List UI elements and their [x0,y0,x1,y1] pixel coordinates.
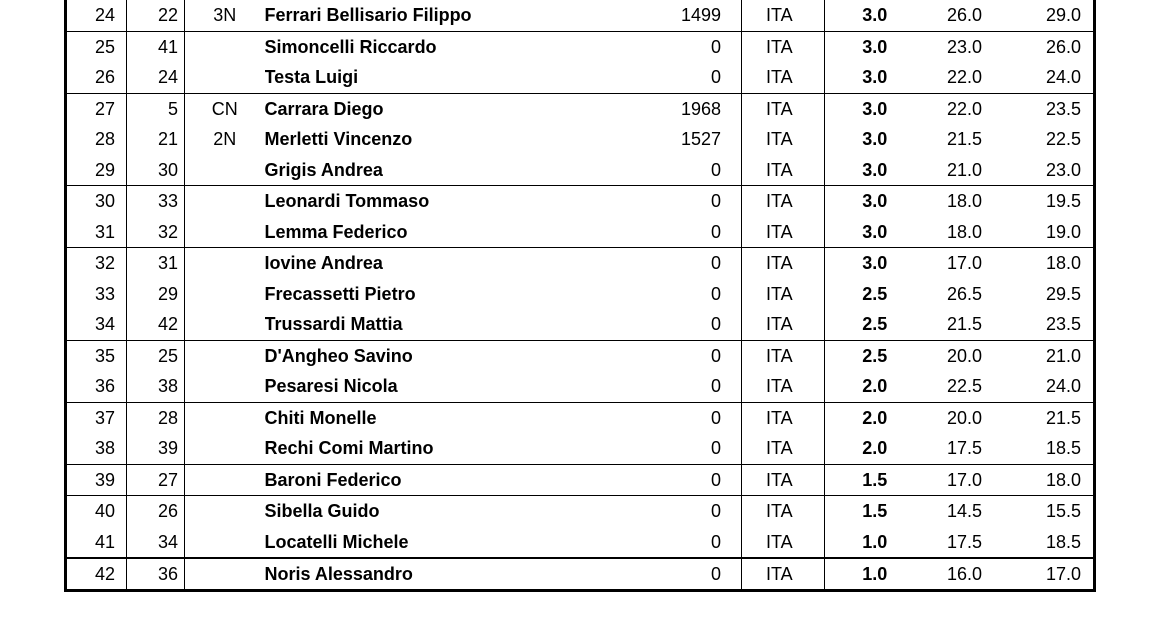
title-cell [185,186,265,217]
tiebreak-2-cell: 24.0 [1005,62,1095,93]
tiebreak-1-cell: 14.5 [946,501,983,522]
table-row [66,217,1095,248]
tiebreak-2-cell: 21.5 [1045,407,1081,428]
points-cell: 3.0 [862,36,888,57]
player-name-cell: Rechi Comi Martino [265,433,660,464]
rank-cell: 42 [66,558,127,591]
tiebreak-2-cell: 15.5 [1045,501,1081,522]
table-row [66,279,1095,310]
table-row [66,371,1095,402]
tiebreak-1-cell: 18.0 [925,217,1005,248]
tiebreak-1-cell: 22.0 [946,98,983,119]
tiebreak-1-cell: 26.5 [946,283,983,304]
player-name-cell: Iovine Andrea [264,253,383,274]
player-name-cell: Pesaresi Nicola [265,371,660,402]
federation-cell: ITA [742,248,825,279]
points-cell: 3.0 [825,155,925,186]
player-name-cell: Sibella Guido [264,501,380,522]
points-cell: 2.0 [862,407,888,428]
title-cell [185,371,265,402]
starting-number-cell: 26 [127,496,185,527]
points-cell: 3.0 [862,98,888,119]
tiebreak-2-cell: 18.0 [1045,253,1081,274]
title-cell [185,31,265,62]
starting-number-cell: 41 [127,31,185,62]
tiebreak-1-cell: 17.0 [946,253,983,274]
title-cell [185,496,265,527]
points-cell: 1.5 [825,464,925,496]
title-cell [185,433,265,464]
points-cell: 2.0 [825,371,925,402]
starting-number-cell: 30 [127,155,185,186]
table-row [66,558,1095,591]
rating-cell: 0 [660,496,742,527]
player-name-cell: Testa Luigi [265,62,660,93]
rank-cell: 31 [66,217,127,248]
rating-cell: 0 [660,558,742,591]
points-cell: 2.5 [862,283,888,304]
rank-cell: 27 [66,93,127,124]
rating-cell: 0 [660,248,742,279]
federation-cell: ITA [742,155,825,186]
rating-cell: 1499 [660,0,742,31]
starting-number-cell: 36 [127,558,185,591]
player-name-cell: Noris Alessandro [265,558,660,591]
starting-number-cell: 39 [127,433,185,464]
tiebreak-1-cell: 21.5 [946,129,983,150]
tiebreak-1-cell: 17.5 [946,531,983,552]
table-row [66,464,1095,496]
starting-number-cell: 34 [127,527,185,559]
federation-cell: ITA [742,464,825,496]
rating-cell: 0 [660,62,742,93]
rank-cell: 34 [66,309,127,340]
table-row [66,155,1095,186]
tiebreak-1-cell: 17.5 [925,433,1005,464]
table-row [66,93,1095,124]
title-cell [185,527,265,559]
tiebreak-2-cell: 23.0 [1005,155,1095,186]
table-row [66,340,1095,371]
table-row [66,248,1095,279]
federation-cell: ITA [742,93,825,124]
rating-cell: 0 [660,31,742,62]
federation-cell: ITA [742,433,825,464]
federation-cell: ITA [742,31,825,62]
title-cell [185,558,265,591]
player-name-cell: Ferrari Bellisario Filippo [265,0,660,31]
table-row [66,527,1095,559]
federation-cell: ITA [742,340,825,371]
starting-number-cell: 22 [127,0,185,31]
federation-cell: ITA [742,496,825,527]
points-cell: 3.0 [862,191,888,212]
title-cell: CN [211,98,238,119]
rank-cell: 40 [66,496,127,527]
rank-cell: 35 [66,340,127,371]
starting-number-cell: 38 [127,371,185,402]
tiebreak-2-cell: 26.0 [1045,36,1081,57]
tiebreak-1-cell: 23.0 [946,36,983,57]
rank-cell: 36 [66,371,127,402]
tiebreak-1-cell: 20.0 [946,345,983,366]
federation-cell: ITA [742,309,825,340]
points-cell: 1.0 [862,531,888,552]
starting-number-cell: 21 [127,124,185,155]
table-row [66,0,1095,31]
player-name-cell: Carrara Diego [264,98,384,119]
starting-number-cell: 25 [127,340,185,371]
starting-number-cell: 5 [127,93,185,124]
federation-cell: ITA [742,527,825,559]
rank-cell: 32 [66,248,127,279]
federation-cell: ITA [742,402,825,433]
rating-cell: 0 [660,527,742,559]
tiebreak-2-cell: 24.0 [1005,371,1095,402]
starting-number-cell: 28 [127,402,185,433]
tiebreak-1-cell: 16.0 [925,558,1005,591]
tiebreak-2-cell: 18.5 [1045,531,1081,552]
rating-cell: 0 [660,309,742,340]
player-name-cell: Locatelli Michele [264,531,409,552]
federation-cell: ITA [742,371,825,402]
tiebreak-2-cell: 29.5 [1045,283,1081,304]
table-row [66,31,1095,62]
player-name-cell: Grigis Andrea [265,155,660,186]
federation-cell: ITA [742,62,825,93]
player-name-cell: Simoncelli Riccardo [264,36,437,57]
player-name-cell: Leonardi Tommaso [264,191,430,212]
player-name-cell: Chiti Monelle [264,407,377,428]
points-cell: 1.0 [825,558,925,591]
rating-cell: 0 [660,433,742,464]
rating-cell: 0 [660,464,742,496]
rank-cell: 26 [66,62,127,93]
federation-cell: ITA [742,124,825,155]
tiebreak-1-cell: 18.0 [946,191,983,212]
tiebreak-2-cell: 19.5 [1045,191,1081,212]
tiebreak-2-cell: 19.0 [1005,217,1095,248]
player-name-cell: Frecassetti Pietro [264,283,416,304]
title-cell [185,309,265,340]
federation-cell: ITA [742,217,825,248]
rank-cell: 25 [66,31,127,62]
points-cell: 3.0 [825,217,925,248]
rating-cell: 0 [660,186,742,217]
federation-cell: ITA [742,0,825,31]
rating-cell: 0 [660,217,742,248]
starting-number-cell: 24 [127,62,185,93]
title-cell [185,217,265,248]
table-row [66,62,1095,93]
tiebreak-2-cell: 18.0 [1005,464,1095,496]
title-cell: 3N [185,0,265,31]
rank-cell: 33 [66,279,127,310]
points-cell: 3.0 [825,62,925,93]
player-name-cell: D'Angheo Savino [264,345,413,366]
tiebreak-1-cell: 21.5 [925,309,1005,340]
rank-cell: 30 [66,186,127,217]
rank-cell: 41 [66,527,127,559]
player-name-cell: Lemma Federico [265,217,660,248]
tiebreak-1-cell: 26.0 [925,0,1005,31]
title-cell [185,248,265,279]
player-name-cell: Baroni Federico [265,464,660,496]
standings-table [64,0,1096,592]
starting-number-cell: 42 [127,309,185,340]
federation-cell: ITA [742,279,825,310]
tiebreak-1-cell: 22.5 [925,371,1005,402]
federation-cell: ITA [742,558,825,591]
starting-number-cell: 31 [127,248,185,279]
rank-cell: 28 [66,124,127,155]
tiebreak-2-cell: 22.5 [1045,129,1081,150]
title-cell [185,464,265,496]
points-cell: 2.0 [825,433,925,464]
starting-number-cell: 27 [127,464,185,496]
rank-cell: 29 [66,155,127,186]
rank-cell: 37 [66,402,127,433]
tiebreak-2-cell: 29.0 [1005,0,1095,31]
table-row [66,496,1095,527]
title-cell [185,402,265,433]
points-cell: 3.0 [862,129,888,150]
rank-cell: 39 [66,464,127,496]
title-cell [185,62,265,93]
title-cell [185,279,265,310]
starting-number-cell: 32 [127,217,185,248]
tiebreak-2-cell: 17.0 [1005,558,1095,591]
tiebreak-2-cell: 18.5 [1005,433,1095,464]
points-cell: 3.0 [825,0,925,31]
tiebreak-1-cell: 17.0 [925,464,1005,496]
starting-number-cell: 29 [127,279,185,310]
rating-cell: 0 [660,279,742,310]
points-cell: 1.5 [862,501,888,522]
title-cell [185,340,265,371]
rating-cell: 0 [660,155,742,186]
rank-cell: 38 [66,433,127,464]
standings-rows [66,0,1095,591]
table-row [66,433,1095,464]
points-cell: 2.5 [862,345,888,366]
player-name-cell: Merletti Vincenzo [264,129,413,150]
table-row [66,186,1095,217]
table-row [66,124,1095,155]
rating-cell: 0 [660,371,742,402]
rating-cell: 1527 [660,124,742,155]
points-cell: 2.5 [825,309,925,340]
starting-number-cell: 33 [127,186,185,217]
tiebreak-2-cell: 21.0 [1045,345,1081,366]
tiebreak-1-cell: 22.0 [925,62,1005,93]
tiebreak-2-cell: 23.5 [1005,309,1095,340]
title-cell: 2N [213,129,237,150]
rating-cell: 0 [660,340,742,371]
points-cell: 3.0 [862,253,888,274]
tiebreak-1-cell: 20.0 [946,407,983,428]
rating-cell: 0 [660,402,742,433]
rating-cell: 1968 [660,93,742,124]
rank-cell: 24 [66,0,127,31]
table-row [66,402,1095,433]
tiebreak-2-cell: 23.5 [1045,98,1081,119]
player-name-cell: Trussardi Mattia [265,309,660,340]
table-row [66,309,1095,340]
tiebreak-1-cell: 21.0 [925,155,1005,186]
title-cell [185,155,265,186]
federation-cell: ITA [742,186,825,217]
